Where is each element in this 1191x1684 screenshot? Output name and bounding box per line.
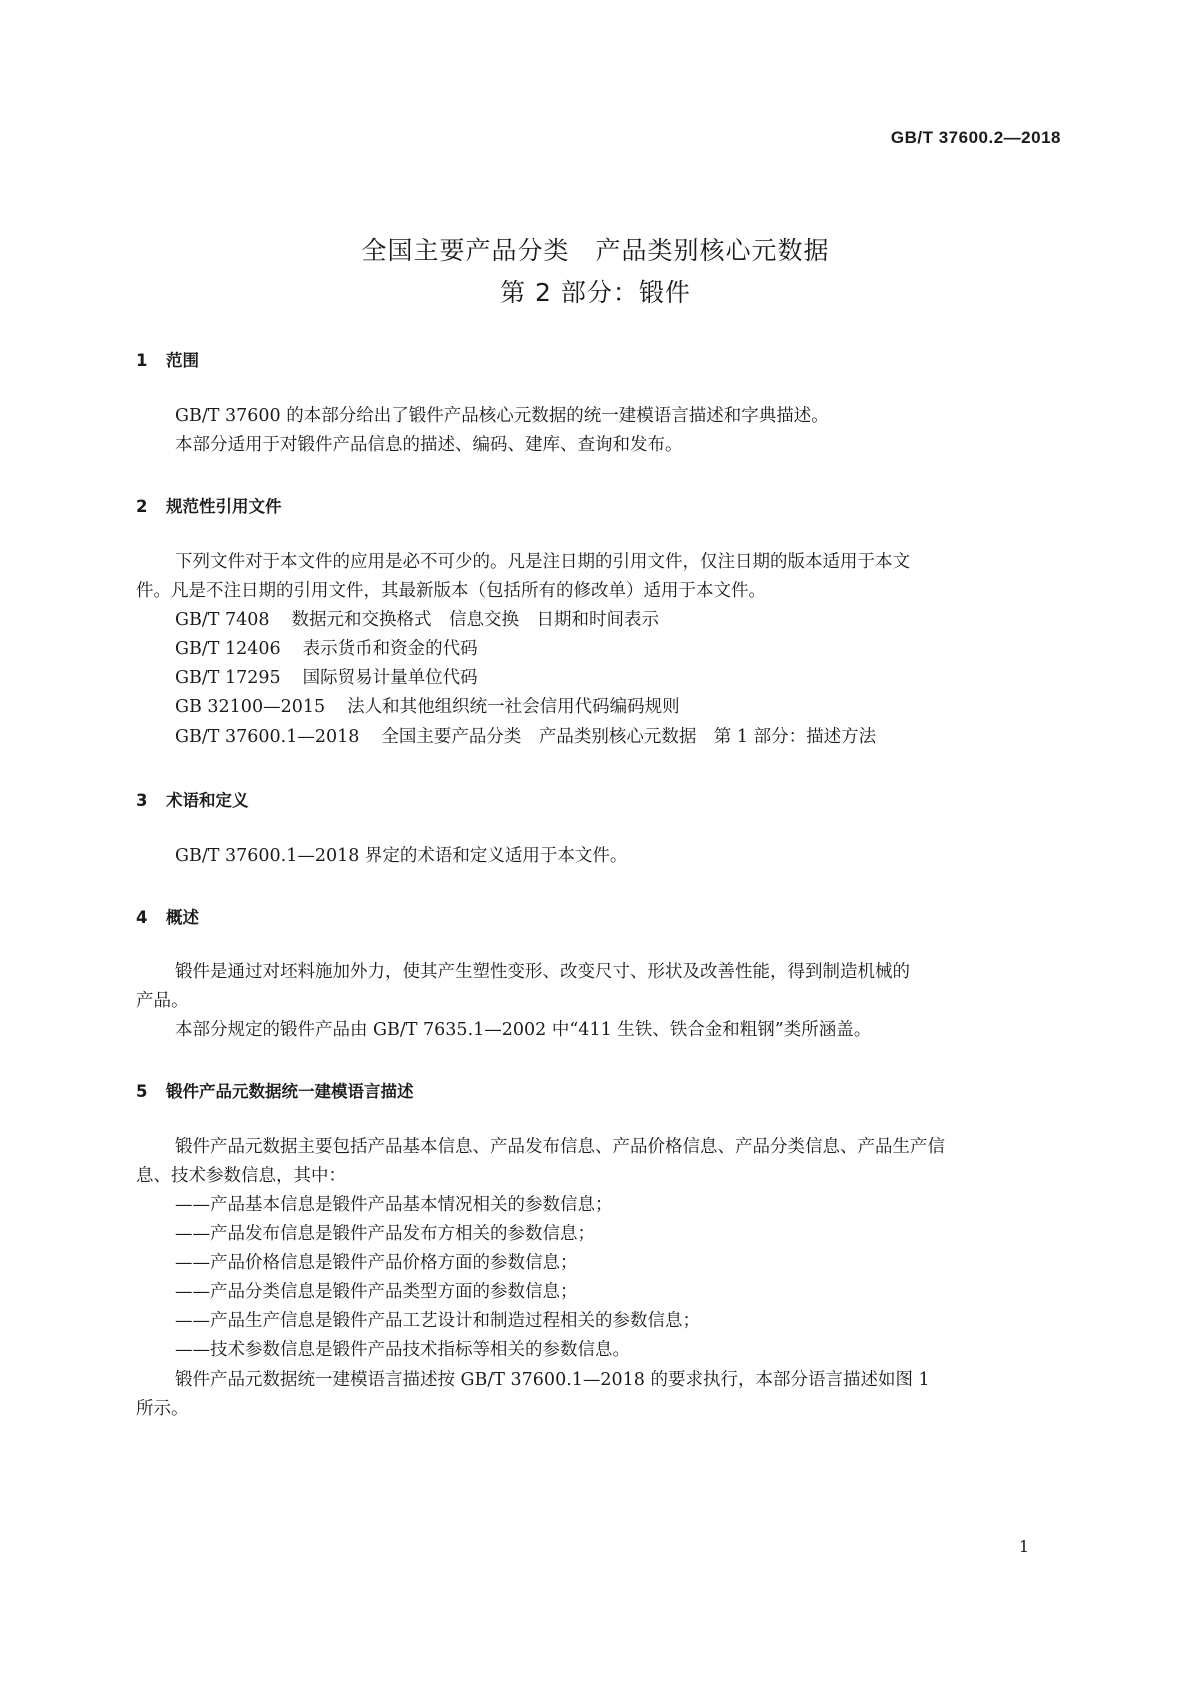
reference-title: 全国主要产品分类 产品类别核心元数据 第 1 部分：描述方法 bbox=[381, 727, 877, 747]
reference-code: GB/T 17295 bbox=[175, 668, 281, 688]
reference-code: GB 32100—2015 bbox=[175, 697, 326, 717]
references-intro-line2: 件。凡是不注日期的引用文件，其最新版本（包括所有的修改单）适用于本文件。 bbox=[136, 581, 766, 601]
section-number: 3 bbox=[136, 791, 148, 810]
document-title-line1: 全国主要产品分类 产品类别核心元数据 bbox=[361, 236, 830, 265]
reference-item bbox=[175, 637, 478, 661]
reference-code: GB/T 12406 bbox=[175, 639, 281, 659]
reference-title: 表示货币和资金的代码 bbox=[302, 639, 478, 659]
uml-outro-line2: 所示。 bbox=[136, 1399, 189, 1419]
section-title: 概述 bbox=[166, 908, 199, 927]
reference-code: GB/T 37600.1—2018 bbox=[175, 727, 360, 747]
reference-title: 数据元和交换格式 信息交换 日期和时间表示 bbox=[291, 610, 660, 630]
standard-code: GB/T 37600.2—2018 bbox=[890, 128, 1061, 147]
reference-code: GB/T 7408 bbox=[175, 610, 270, 630]
reference-item bbox=[175, 666, 478, 690]
section-heading-2 bbox=[136, 493, 282, 517]
list-item: ——产品基本信息是锻件产品基本情况相关的参数信息； bbox=[175, 1195, 613, 1215]
section-title: 术语和定义 bbox=[166, 791, 249, 810]
terms-paragraph: GB/T 37600.1—2018 界定的术语和定义适用于本文件。 bbox=[175, 846, 628, 866]
uml-intro-line1: 锻件产品元数据主要包括产品基本信息、产品发布信息、产品价格信息、产品分类信息、产品生产信 bbox=[175, 1137, 945, 1157]
list-item: ——产品生产信息是锻件产品工艺设计和制造过程相关的参数信息； bbox=[175, 1311, 700, 1331]
section-heading-1 bbox=[136, 347, 199, 371]
overview-paragraph-1-line2: 产品。 bbox=[136, 991, 189, 1011]
scope-paragraph-1: GB/T 37600 的本部分给出了锻件产品核心元数据的统一建模语言描述和字典描述。 bbox=[175, 406, 829, 426]
overview-paragraph-2: 本部分规定的锻件产品由 GB/T 7635.1—2002 中“411 生铁、铁合金和粗钢”类所涵盖。 bbox=[175, 1020, 872, 1040]
uml-intro-line2: 息、技术参数信息，其中： bbox=[136, 1166, 346, 1186]
reference-item bbox=[175, 725, 876, 749]
section-title: 锻件产品元数据统一建模语言描述 bbox=[166, 1082, 414, 1101]
list-item: ——技术参数信息是锻件产品技术指标等相关的参数信息。 bbox=[175, 1340, 630, 1360]
page-number: 1 bbox=[1018, 1537, 1029, 1556]
section-heading-4 bbox=[136, 904, 199, 928]
section-number: 5 bbox=[136, 1082, 148, 1101]
section-title: 规范性引用文件 bbox=[166, 497, 282, 516]
document-title-line2: 第 2 部分：锻件 bbox=[500, 278, 691, 307]
reference-item bbox=[175, 608, 659, 632]
scope-paragraph-2: 本部分适用于对锻件产品信息的描述、编码、建库、查询和发布。 bbox=[175, 435, 683, 455]
list-item: ——产品价格信息是锻件产品价格方面的参数信息； bbox=[175, 1253, 578, 1273]
references-intro-line1: 下列文件对于本文件的应用是必不可少的。凡是注日期的引用文件，仅注日期的版本适用于本文 bbox=[175, 552, 910, 572]
section-number: 2 bbox=[136, 497, 148, 516]
uml-outro-line1: 锻件产品元数据统一建模语言描述按 GB/T 37600.1—2018 的要求执行，本部分语言描述如图 1 bbox=[175, 1370, 930, 1390]
reference-title: 国际贸易计量单位代码 bbox=[302, 668, 478, 688]
overview-paragraph-1-line1: 锻件是通过对坯料施加外力，使其产生塑性变形、改变尺寸、形状及改善性能，得到制造机械的 bbox=[175, 962, 910, 982]
section-number: 4 bbox=[136, 908, 148, 927]
section-heading-3 bbox=[136, 787, 249, 811]
reference-title: 法人和其他组织统一社会信用代码编码规则 bbox=[347, 697, 680, 717]
list-item: ——产品发布信息是锻件产品发布方相关的参数信息； bbox=[175, 1224, 595, 1244]
list-item: ——产品分类信息是锻件产品类型方面的参数信息； bbox=[175, 1282, 578, 1302]
section-heading-5 bbox=[136, 1078, 414, 1102]
section-number: 1 bbox=[136, 351, 148, 370]
section-title: 范围 bbox=[166, 351, 199, 370]
reference-item bbox=[175, 695, 680, 719]
